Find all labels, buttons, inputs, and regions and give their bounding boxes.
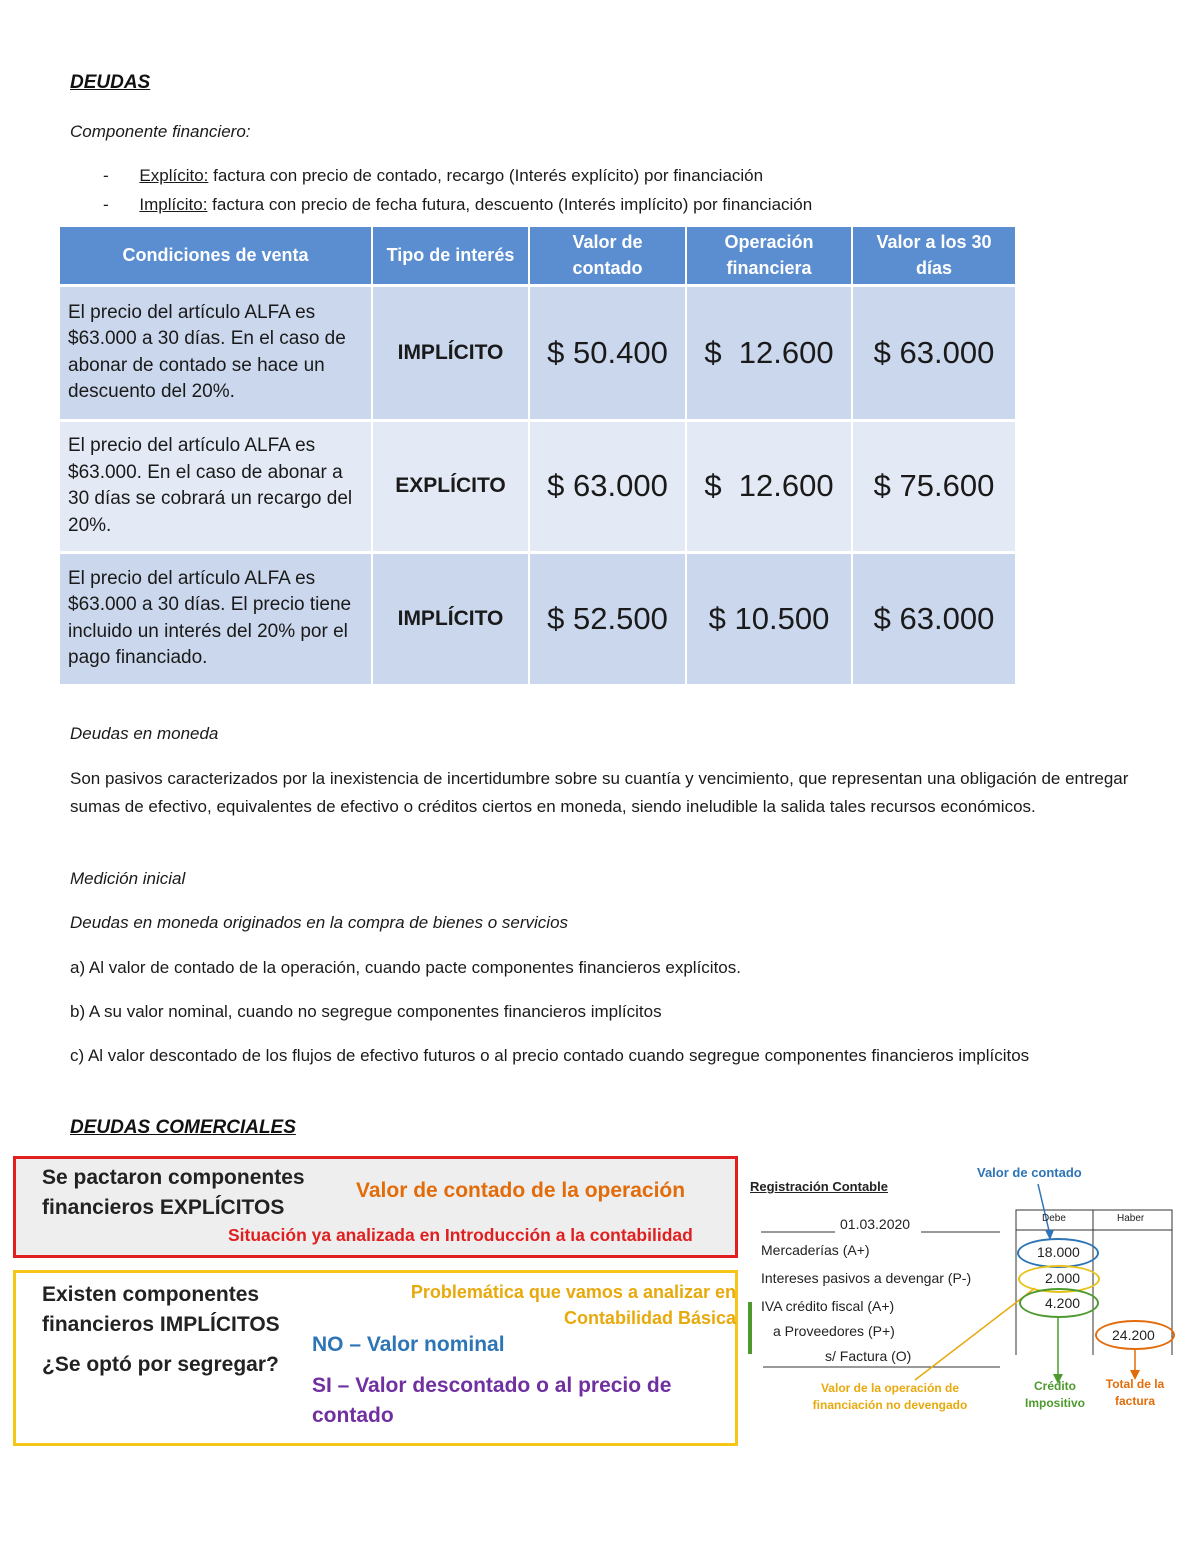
header-financiera: Operación financiera [686, 227, 852, 285]
explicit-box-left: Se pactaron componentes financieros EXPLÍCITOS [42, 1166, 305, 1219]
bullet-dash: - [103, 195, 109, 214]
header-tipo: Tipo de interés [372, 227, 529, 285]
implicit-si: SI – Valor descontado o al precio de contado [312, 1374, 672, 1427]
explicit-box-right: Valor de contado de la operación [356, 1179, 686, 1202]
registracion-label: Registración Contable [750, 1179, 888, 1194]
amount-mercaderias: 18.000 [1037, 1244, 1080, 1260]
table-header-row [60, 227, 1016, 285]
componente-label: Componente financiero: [70, 122, 251, 141]
cell-desc: El precio del artículo ALFA es $63.000. En el caso de abonar a 30 días se cobrará un recargo del 20%. [60, 420, 372, 552]
cell-30dias: $ 63.000 [852, 285, 1016, 420]
implicit-problem: Problemática que vamos a analizar en Contabilidad Básica [410, 1282, 736, 1328]
valor-contado-label: Valor de contado [977, 1165, 1082, 1180]
bullet-implicito [103, 191, 812, 219]
cell-financiera: $ 12.600 [686, 420, 852, 552]
cell-financiera: $ 12.600 [686, 285, 852, 420]
implicit-box [13, 1270, 738, 1446]
cell-contado: $ 52.500 [529, 552, 686, 684]
header-30dias: Valor a los 30 días [852, 227, 1016, 285]
bullet-text: factura con precio de contado, recargo (Interés explícito) por financiación [208, 166, 764, 185]
haber-label: Haber [1117, 1213, 1145, 1224]
cell-contado: $ 63.000 [529, 420, 686, 552]
amount-proveedores: 24.200 [1112, 1327, 1155, 1343]
explicit-box [13, 1156, 738, 1258]
bullet-dash: - [103, 166, 109, 185]
debe-label: Debe [1042, 1213, 1066, 1224]
table-row [60, 552, 1016, 684]
cell-desc: El precio del artículo ALFA es $63.000 a 30 días. El precio tiene incluido un interés del 20% por el pago financiado. [60, 552, 372, 684]
conditions-table [60, 227, 1017, 684]
line-factura: s/ Factura (O) [825, 1348, 912, 1364]
cell-desc: El precio del artículo ALFA es $63.000 a 30 días. En el caso de abonar de contado se hace un descuento del 20%. [60, 285, 372, 420]
accounting-diagram [745, 1160, 1185, 1430]
label-total: Total de la factura [1105, 1377, 1165, 1408]
implicit-line2: financieros IMPLÍCITOS [42, 1313, 280, 1336]
cell-tipo: IMPLÍCITO [372, 285, 529, 420]
originados-label: Deudas en moneda originados en la compra de bienes o servicios [70, 913, 569, 932]
deudas-moneda-label: Deudas en moneda [70, 724, 219, 743]
amount-iva: 4.200 [1045, 1295, 1081, 1311]
line-iva: IVA crédito fiscal (A+) [761, 1298, 895, 1314]
line-intereses: Intereses pasivos a devengar (P-) [761, 1270, 972, 1286]
deudas-paragraph: Son pasivos caracterizados por la inexistencia de incertidumbre sobre su cuantía y vencimiento, que representan una obligación de entregar sumas de efectivo, equivalentes de efectivo o créditos ciertos en moneda, siendo ineludible la salida tales recursos económicos. [70, 769, 1129, 816]
implicit-no: NO – Valor nominal [312, 1333, 505, 1356]
table-row [60, 420, 1016, 552]
label-operacion: Valor de la operación de financiación no devengado [812, 1381, 968, 1412]
bullet-term: Implícito: [139, 195, 208, 214]
header-condiciones: Condiciones de venta [60, 227, 372, 285]
cell-contado: $ 50.400 [529, 285, 686, 420]
explicit-box-note: Situación ya analizada en Introducción a la contabilidad [228, 1225, 693, 1245]
item-a: a) Al valor de contado de la operación, cuando pacte componentes financieros explícitos. [70, 958, 741, 977]
medicion-label: Medición inicial [70, 869, 186, 888]
cell-tipo: EXPLÍCITO [372, 420, 529, 552]
comerciales-title: DEUDAS COMERCIALES [70, 1117, 296, 1138]
item-c: c) Al valor descontado de los flujos de efectivo futuros o al precio contado cuando segregue componentes financieros implícitos [70, 1046, 1030, 1065]
bullet-explicito [103, 162, 763, 190]
header-contado: Valor de contado [529, 227, 686, 285]
bullet-text: factura con precio de fecha futura, descuento (Interés implícito) por financiación [207, 195, 813, 214]
line-proveedores: a Proveedores (P+) [773, 1323, 895, 1339]
amount-intereses: 2.000 [1045, 1270, 1081, 1286]
cell-30dias: $ 63.000 [852, 552, 1016, 684]
cell-tipo: IMPLÍCITO [372, 552, 529, 684]
bullet-term: Explícito: [139, 166, 209, 185]
cell-financiera: $ 10.500 [686, 552, 852, 684]
line-mercaderias: Mercaderías (A+) [761, 1242, 870, 1258]
page-title: DEUDAS [70, 72, 151, 93]
fecha-label: 01.03.2020 [840, 1216, 911, 1232]
implicit-question: ¿Se optó por segregar? [42, 1353, 279, 1376]
table-row [60, 285, 1016, 420]
label-credito: Crédito Impositivo [1024, 1379, 1085, 1410]
implicit-line1: Existen componentes [42, 1283, 260, 1306]
item-b: b) A su valor nominal, cuando no segregue componentes financieros implícitos [70, 1002, 662, 1021]
cell-30dias: $ 75.600 [852, 420, 1016, 552]
